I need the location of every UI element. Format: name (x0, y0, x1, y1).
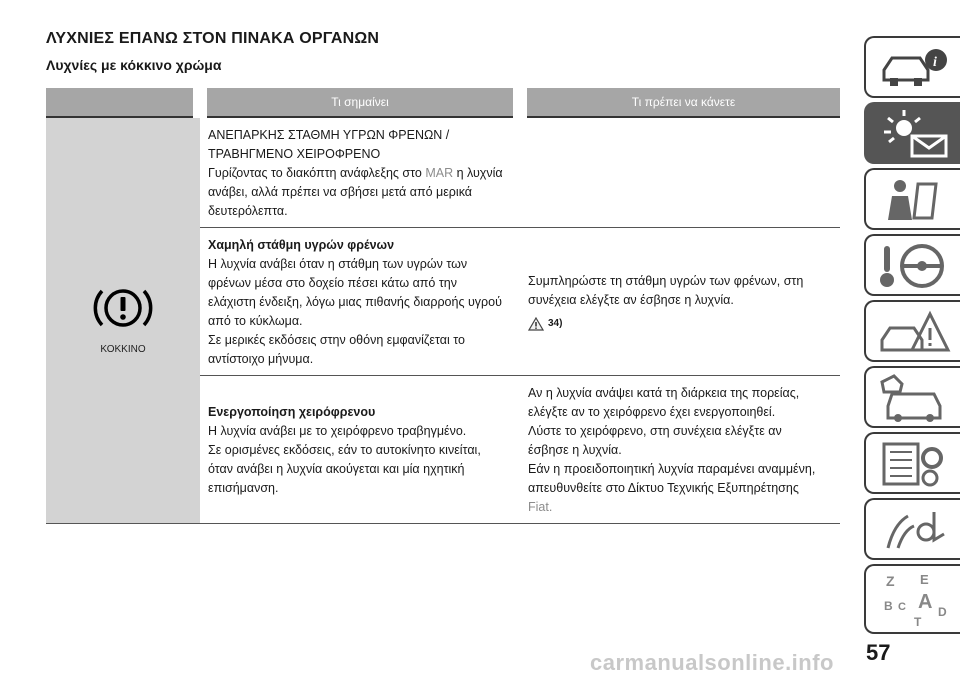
row3-action (520, 376, 840, 524)
tab-car-info[interactable] (864, 36, 960, 98)
tab-maintenance[interactable] (864, 366, 960, 428)
index-tab-icon (874, 504, 954, 556)
brake-warning-icon (92, 282, 154, 334)
watermark: carmanualsonline.info (590, 650, 834, 675)
svg-text:E: E (920, 572, 929, 587)
page-subtitle: Λυχνίες με κόκκινο χρώμα (46, 57, 222, 73)
row1-line-text: Γυρίζοντας το διακόπτη ανάφλεξης στο MAR η λυχνία (208, 166, 503, 180)
svg-text:T: T (914, 615, 922, 629)
table-row (46, 117, 840, 228)
row3-action-line: ελέγξτε αν το χειρόφρενο έχει ενεργοποιηθεί. (528, 405, 776, 419)
warning-lights-table (46, 88, 840, 524)
alphabet-tab-icon (874, 570, 954, 630)
row1-line: δευτερόλεπτα. (208, 204, 288, 218)
row2-meaning (200, 228, 520, 376)
row2-line: φρένων μέσα στο δοχείο πέσει κάτω από την (208, 276, 457, 290)
row3-action-line: Εάν η προειδοποιητική λυχνία παραμένει αναμμένη, (528, 462, 816, 476)
icon-cell (46, 117, 200, 524)
row1-line (208, 164, 512, 183)
tab-alphabetical[interactable] (864, 564, 960, 634)
note-reference[interactable] (528, 314, 832, 333)
row2-action-line: Συμπληρώστε τη στάθμη υγρών των φρένων, στη (528, 274, 804, 288)
row3-action-line: Λύστε το χειρόφρενο, στη συνέχεια ελέγξτε αν (528, 424, 782, 438)
svg-text:B: B (884, 599, 893, 613)
header-meaning: Τι σημαίνει (200, 88, 520, 117)
row1-line: ΤΡΑΒΗΓΜΕΝΟ ΧΕΙΡΟΦΡΕΝΟ (208, 147, 381, 161)
row3-line: Η λυχνία ανάβει με το χειρόφρενο τραβηγμένο. (208, 424, 467, 438)
header-action: Τι πρέπει να κάνετε (520, 88, 840, 117)
svg-text:D: D (938, 605, 947, 619)
row2-line: ελάχιστη ένδειξη, λόγω μιας πιθανής διαρροής υγρού (208, 295, 502, 309)
page-number: 57 (866, 640, 891, 665)
row3-action-line: απευθυνθείτε στο Δίκτυο Τεχνικής Εξυπηρέτησης (528, 481, 799, 495)
row3-heading: Ενεργοποίηση χειρόφρενου (208, 405, 376, 419)
driving-tab-icon (874, 240, 954, 292)
svg-text:A: A (918, 591, 933, 613)
row2-action (520, 228, 840, 376)
tab-index[interactable] (864, 498, 960, 560)
row2-line: από το κύκλωμα. (208, 314, 303, 328)
row1-line: ανάβει, αλλά πρέπει να σβήσει μετά από μερικά (208, 185, 473, 199)
maintenance-tab-icon (874, 372, 954, 424)
icon-color-label: ΚΟΚΚΙΝΟ (100, 344, 146, 355)
header-blank (46, 88, 200, 117)
safety-tab-icon (874, 174, 954, 226)
row3-action-line: έσβησε η λυχνία. (528, 443, 622, 457)
row3-action-line: Fiat. (528, 500, 553, 514)
row3-line: επισήμανση. (208, 481, 279, 495)
svg-text:Z: Z (886, 573, 895, 589)
row3-action-line: Αν η λυχνία ανάψει κατά τη διάρκεια της πορείας, (528, 386, 800, 400)
row3-meaning (200, 376, 520, 524)
row1-line: ΑΝΕΠΑΡΚΗΣ ΣΤΑΘΜΗ ΥΓΡΩΝ ΦΡΕΝΩΝ / (208, 128, 450, 142)
row2-heading: Χαμηλή στάθμη υγρών φρένων (208, 238, 395, 252)
emergency-tab-icon (874, 306, 954, 358)
tab-emergency[interactable] (864, 300, 960, 362)
row1-meaning (200, 117, 520, 228)
svg-text:i: i (933, 55, 937, 70)
row3-line: όταν ανάβει η λυχνία ακούγεται και μία ηχητική (208, 462, 465, 476)
warning-triangle-icon (528, 317, 544, 331)
row1-action (520, 117, 840, 228)
tab-multimedia[interactable] (864, 432, 960, 494)
tab-warning-lights[interactable] (864, 102, 960, 164)
tab-safety[interactable] (864, 168, 960, 230)
row2-line: Η λυχνία ανάβει όταν η στάθμη των υγρών των (208, 257, 468, 271)
tab-driving[interactable] (864, 234, 960, 296)
row3-line: Σε ορισμένες εκδόσεις, εάν το αυτοκίνητο κινείται, (208, 443, 481, 457)
row2-action-line: συνέχεια ελέγξτε αν έσβησε η λυχνία. (528, 293, 734, 307)
warning-lights-tab-icon (874, 108, 954, 160)
page-title: ΛΥΧΝΙΕΣ ΕΠΑΝΩ ΣΤΟΝ ΠΙΝΑΚΑ ΟΡΓΑΝΩΝ (46, 30, 380, 47)
car-info-tab-icon (874, 42, 954, 94)
multimedia-tab-icon (874, 438, 954, 490)
svg-text:C: C (898, 601, 906, 613)
note-number: 34) (548, 318, 563, 329)
row2-line: Σε μερικές εκδόσεις στην οθόνη εμφανίζεται το (208, 333, 465, 347)
row2-line: αντίστοιχο μήνυμα. (208, 352, 314, 366)
